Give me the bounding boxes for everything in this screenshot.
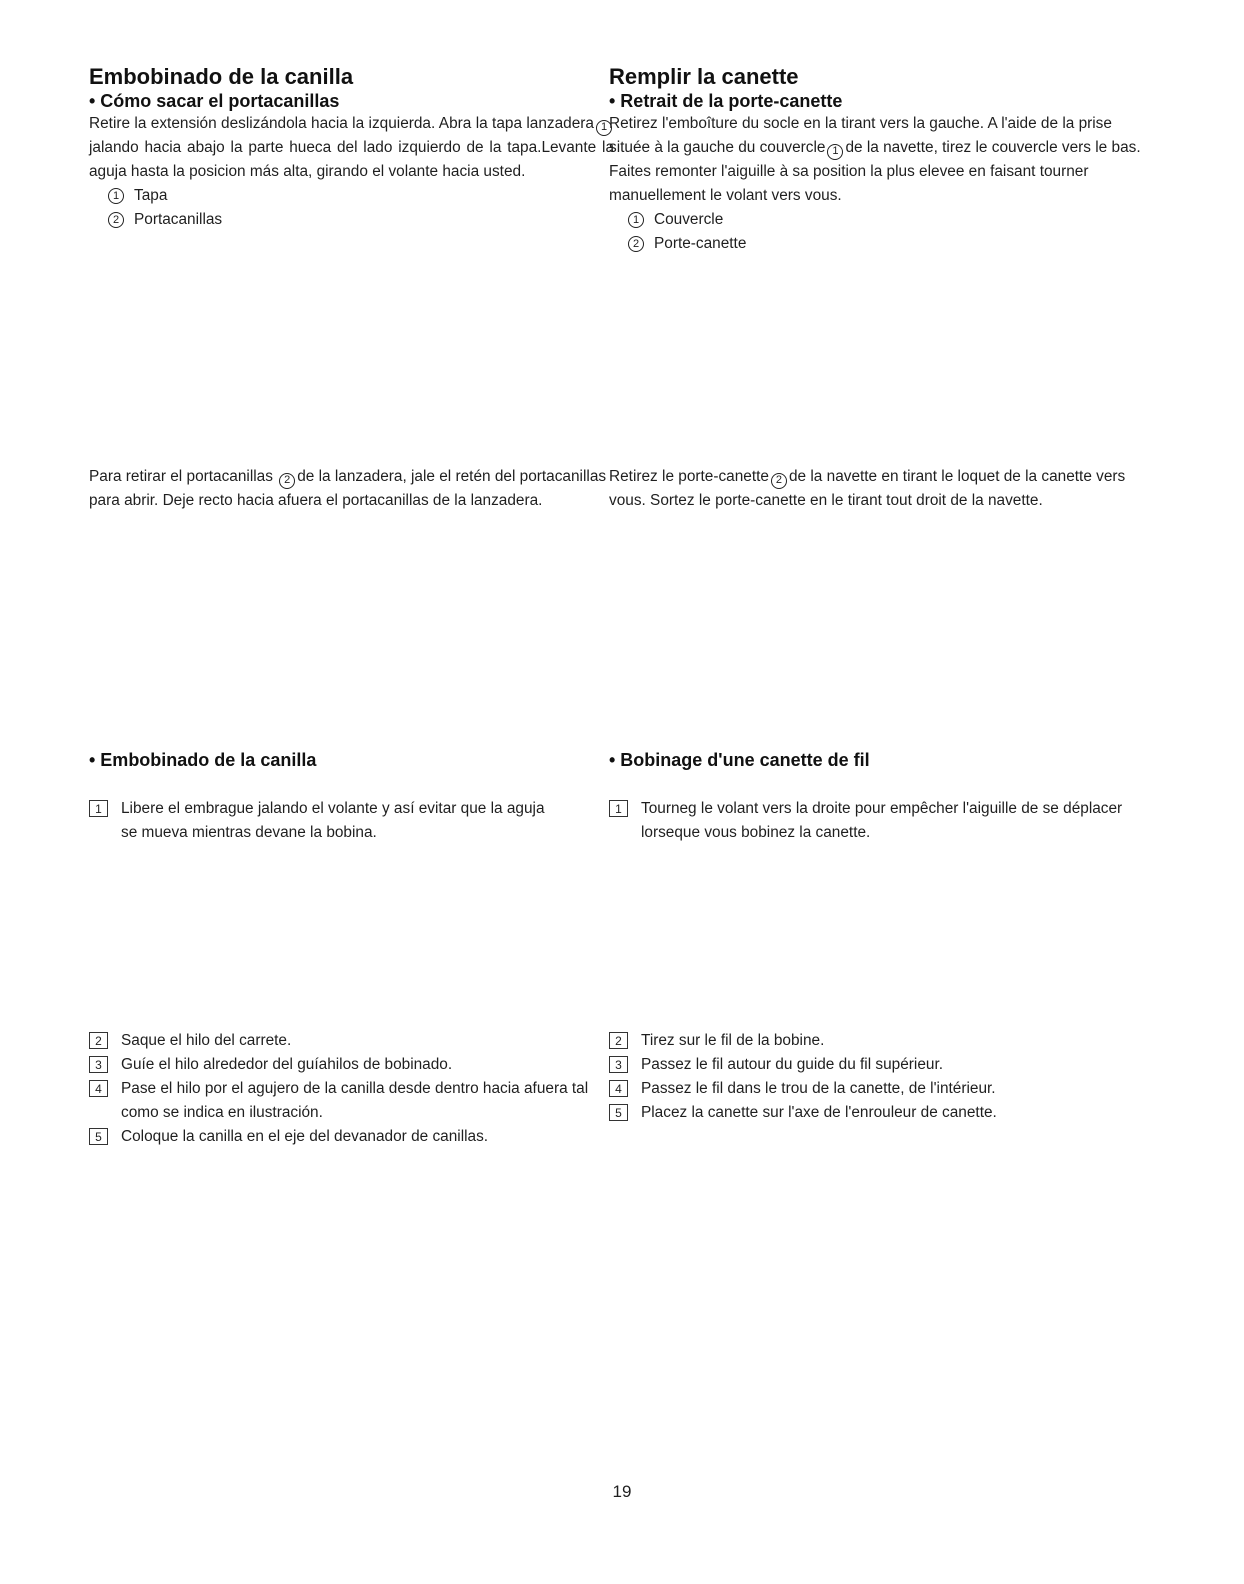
- step-item: 1 Tourneg le volant vers la droite pour empêcher l'aiguille de se déplacer lorseque vous bobinez la canette.: [609, 797, 1154, 845]
- spanish-winding-heading: • Embobinado de la canilla: [89, 750, 317, 770]
- legend-item: 1 Tapa: [108, 184, 614, 208]
- step-item: 3 Passez le fil autour du guide du fil supérieur.: [609, 1053, 1154, 1077]
- circled-number-2-icon: 2: [771, 473, 787, 489]
- step-number-box: 3: [89, 1056, 108, 1073]
- step-item: 4 Passez le fil dans le trou de la canette, de l'intérieur.: [609, 1077, 1154, 1101]
- spanish-title: Embobinado de la canilla: [89, 64, 354, 89]
- step-item: 2 Saque el hilo del carrete.: [89, 1029, 614, 1053]
- step-item: 1 Libere el embrague jalando el volante y así evitar que la aguja se mueva mientras devane la bobina.: [89, 797, 559, 845]
- step-number-box: 2: [89, 1032, 108, 1049]
- french-winding-heading: • Bobinage d'une canette de fil: [609, 750, 870, 770]
- french-winding-section: [609, 749, 1154, 845]
- step-item: 5 Coloque la canilla en el eje del devanador de canillas.: [89, 1125, 614, 1149]
- legend-item: 2 Porte-canette: [628, 232, 1154, 256]
- spanish-steps-list: [89, 1029, 614, 1149]
- spanish-legend: [89, 184, 614, 232]
- circled-number-1-icon: 1: [827, 144, 843, 160]
- step-item: 4 Pase el hilo por el agujero de la canilla desde dentro hacia afuera tal como se indica en ilustración.: [89, 1077, 614, 1125]
- step-number-box: 2: [609, 1032, 628, 1049]
- circled-number-icon: 2: [108, 212, 124, 228]
- circled-number-icon: 1: [628, 212, 644, 228]
- spanish-intro-paragraph: Retire la extensión deslizándola hacia la izquierda. Abra la tapa lanzadera 1jalando hacia abajo la parte hueca del lado izquierdo de la tapa.Levante la aguja hasta la posicion más alta, girando el volante hacia usted.: [89, 115, 614, 180]
- step-number-box: 4: [609, 1080, 628, 1097]
- french-intro-section: [609, 64, 1154, 256]
- spanish-intro-section: [89, 64, 614, 232]
- spanish-remove-paragraph: Para retirar el portacanillas 2 de la lanzadera, jale el retén del portacanillas para abrir. Deje recto hacia afuera el portacanillas de la lanzadera.: [89, 468, 607, 509]
- circled-number-icon: 1: [108, 188, 124, 204]
- legend-item: 2 Portacanillas: [108, 208, 614, 232]
- french-intro-paragraph: Retirez l'emboîture du socle en la tirant vers la gauche. A l'aide de la prise située à la gauche du couvercle 1 de la navette, tirez le couvercle vers le bas. Faites remonter l'aiguille à sa position la plus elevee en faisant tourner manuellement le volant vers vous.: [609, 115, 1141, 204]
- spanish-remove-section: [89, 465, 614, 513]
- step-number-box: 1: [609, 800, 628, 817]
- french-title: Remplir la canette: [609, 64, 799, 89]
- french-steps-list: [609, 1029, 1154, 1125]
- legend-item: 1 Couvercle: [628, 208, 1154, 232]
- circled-number-icon: 2: [628, 236, 644, 252]
- french-legend: [609, 208, 1154, 256]
- french-remove-section: [609, 465, 1154, 513]
- step-number-box: 5: [609, 1104, 628, 1121]
- spanish-winding-section: [89, 749, 614, 845]
- step-item: 5 Placez la canette sur l'axe de l'enrouleur de canette.: [609, 1101, 1154, 1125]
- page-number: 19: [612, 1482, 632, 1501]
- circled-number-1-icon: 1: [596, 120, 612, 136]
- french-remove-paragraph: Retirez le porte-canette 2 de la navette en tirant le loquet de la canette vers vous. Sortez le porte-canette en le tirant tout droit de la navette.: [609, 468, 1126, 509]
- circled-number-2-icon: 2: [279, 473, 295, 489]
- step-item: 3 Guíe el hilo alrededor del guíahilos de bobinado.: [89, 1053, 614, 1077]
- spanish-subtitle: • Cómo sacar el portacanillas: [89, 91, 340, 111]
- step-number-box: 1: [89, 800, 108, 817]
- step-item: 2 Tirez sur le fil de la bobine.: [609, 1029, 1154, 1053]
- step-number-box: 3: [609, 1056, 628, 1073]
- step-number-box: 5: [89, 1128, 108, 1145]
- step-number-box: 4: [89, 1080, 108, 1097]
- french-subtitle: • Retrait de la porte-canette: [609, 91, 843, 111]
